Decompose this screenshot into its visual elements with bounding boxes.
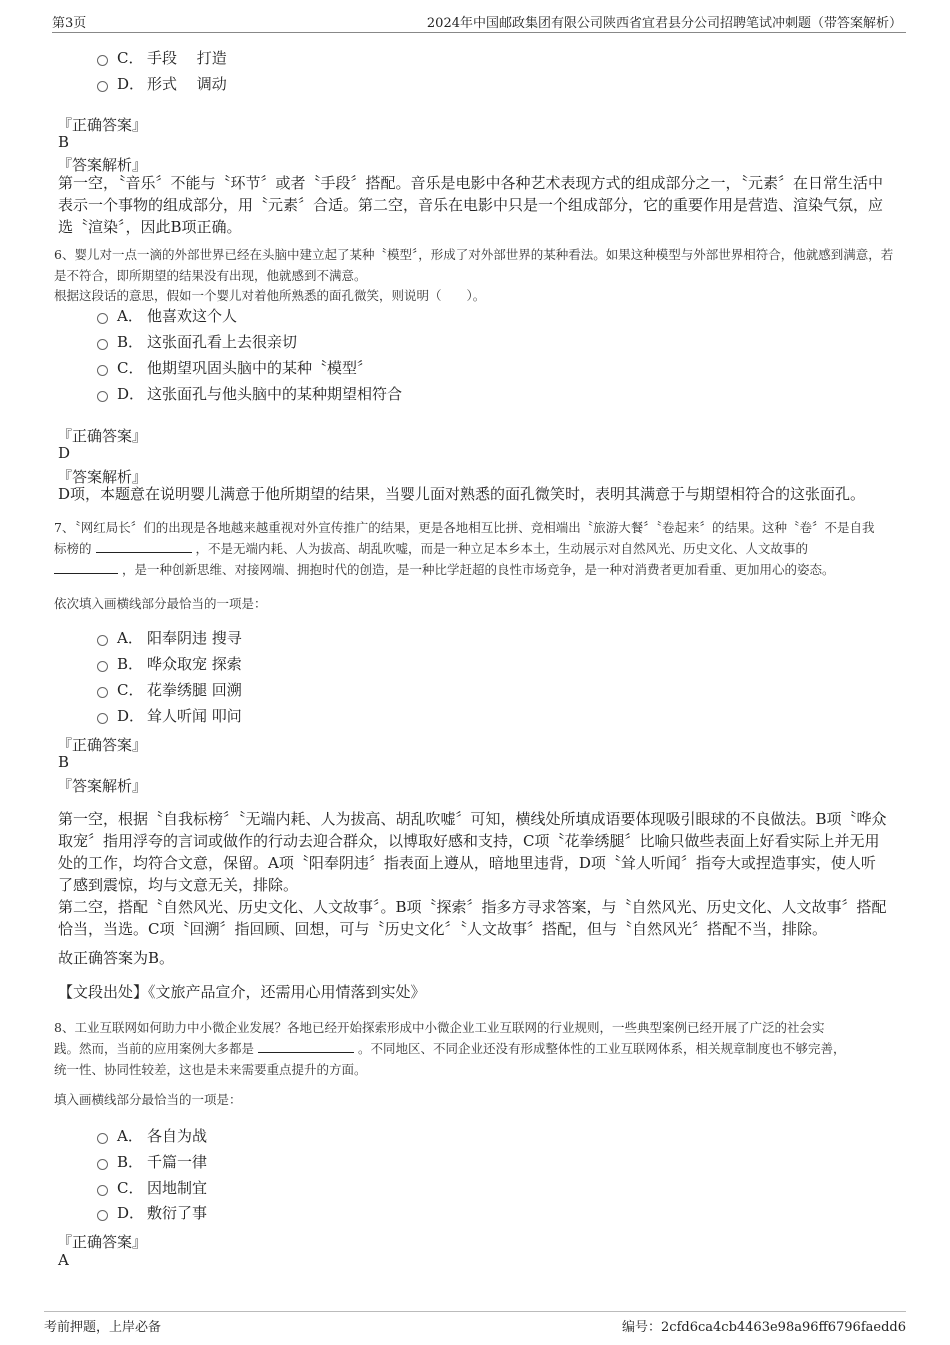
radio-icon[interactable] [97, 1159, 108, 1170]
radio-icon[interactable] [97, 339, 108, 350]
q5-analysis: 第一空，〝音乐〞不能与〝环节〞或者〝手段〞搭配。音乐是电影中各种艺术表现方式的组成部分之一，〝元素〞在日常生活中表示一个事物的组成部分，用〝元素〞合适。第二空，音乐在电影中只是一个组成部分，它的重要作用是营造、渲染气氛，应选〝渲染〞，因此B项正确。 [58, 174, 884, 236]
q7-option-d[interactable]: D． 耸人听闻 叩问 [97, 704, 242, 726]
q6-analysis-label: 『答案解析』 [57, 468, 148, 486]
q6-answer: D [58, 444, 71, 462]
radio-icon[interactable] [97, 1133, 108, 1144]
radio-icon[interactable] [97, 81, 108, 92]
q6-option-b[interactable]: B． 这张面孔看上去很亲切 [97, 330, 297, 352]
q7-option-b[interactable]: B． 哗众取宠 探索 [97, 652, 242, 674]
q6-stem: 6、婴儿对一点一滴的外部世界已经在头脑中建立起了某种〝模型〞，形成了对外部世界的某种看法。如果这种模型与外部世界相符合，他就感到满意，若是不符合，即所期望的结果没有出现，他就感到不满意。 [54, 247, 894, 283]
q5-answer: B [58, 133, 70, 151]
q6-option-c[interactable]: C． 他期望巩固头脑中的某种〝模型〞 [97, 356, 372, 378]
page-footer [44, 1311, 906, 1336]
radio-icon[interactable] [97, 391, 108, 402]
q7-question: 依次填入画横线部分最恰当的一项是： [54, 596, 267, 611]
radio-icon[interactable] [97, 661, 108, 672]
page-header [52, 12, 906, 33]
q5-analysis-label: 『答案解析』 [57, 156, 148, 174]
footer-slogan: 考前押题，上岸必备 [44, 1320, 162, 1335]
document-id: 编号：2cfd6ca4cb4463e98a96ff6796faedd6 [622, 1320, 906, 1335]
q8-question: 填入画横线部分最恰当的一项是： [54, 1092, 242, 1107]
q7-answer-label: 『正确答案』 [57, 736, 148, 754]
q5-option-d[interactable]: D． 形式 调动 [97, 72, 227, 94]
q6-question: 根据这段话的意思，假如一个婴儿对着他所熟悉的面孔微笑，则说明（ ）。 [54, 288, 486, 303]
q6-option-a[interactable]: A． 他喜欢这个人 [97, 304, 237, 326]
q5-answer-label: 『正确答案』 [57, 116, 148, 134]
radio-icon[interactable] [97, 365, 108, 376]
q7-analysis-2: 第二空，搭配〝自然风光、历史文化、人文故事〞。B项〝探索〞指多方寻求答案，与〝自然风光、历史文化、人文故事〞搭配恰当，当选。C项〝回溯〞指回顾、回想，可与〝历史文化〞〝人文故事〞搭配，但与〝自然风光〞搭配不当，排除。 [58, 898, 887, 938]
q7-blank-1 [96, 538, 192, 553]
q7-stem: 7、〝网红局长〞们的出现是各地越来越重视对外宣传推广的结果，更是各地相互比拼、竞相端出〝旅游大餐〞〝卷起来〞的结果。这种〝卷〞不是自我 标榜的 ，不是无端内耗、人为拔高、胡乱吹嘘，而是一种立足本乡本土，生动展示对自然风光、历史文化、人文故事的 ，是一种创新思维、对接网端、拥抱时代的创造，是一种比学赶超的良性市场竞争，是一种对消费者更加看重、更加用心的姿态。 [54, 520, 875, 577]
page-number: 第3页 [52, 16, 87, 31]
q6-option-d[interactable]: D． 这张面孔与他头脑中的某种期望相符合 [97, 382, 402, 404]
q7-analysis-1: 第一空，根据〝自我标榜〞〝无端内耗、人为拔高、胡乱吹嘘〞可知，横线处所填成语要体现吸引眼球的不良做法。B项〝哗众取宠〞指用浮夸的言词或做作的行动去迎合群众，以博取好感和支持，C项〝花拳绣腿〞比喻只做些表面上好看实际上并无用处的工作，均符合文意，保留。A项〝阳奉阴违〞指表面上遵从，暗地里违背，D项〝耸人听闻〞指夸大或捏造事实，使人听了感到震惊，均与文意无关，排除。 [58, 810, 887, 894]
q8-answer: A [58, 1251, 69, 1269]
q8-option-c[interactable]: C． 因地制宜 [97, 1176, 207, 1198]
q8-stem: 8、工业互联网如何助力中小微企业发展？各地已经开始探索形成中小微企业工业互联网的行业规则，一些典型案例已经开展了广泛的社会实 践。然而，当前的应用案例大多都是 。不同地区、不同企业还没有形成整体性的工业互联网体系，相关规章制度也不够完善， 统一性、协同性较差，这也是未来需要重点提升的方面。 [54, 1020, 846, 1077]
q8-answer-label: 『正确答案』 [57, 1233, 148, 1251]
document-title: 2024年中国邮政集团有限公司陕西省宜君县分公司招聘笔试冲刺题（带答案解析） [426, 16, 902, 31]
q7-analysis-3: 故正确答案为B。 [58, 949, 175, 967]
q7-option-a[interactable]: A． 阳奉阴违 搜寻 [97, 626, 242, 648]
q7-answer: B [58, 753, 70, 771]
q8-option-b[interactable]: B． 千篇一律 [97, 1150, 207, 1172]
q8-option-a[interactable]: A． 各自为战 [97, 1124, 207, 1146]
radio-icon[interactable] [97, 687, 108, 698]
radio-icon[interactable] [97, 713, 108, 724]
q6-answer-label: 『正确答案』 [57, 427, 148, 445]
radio-icon[interactable] [97, 635, 108, 646]
q8-option-d[interactable]: D． 敷衍了事 [97, 1201, 207, 1223]
q5-option-c[interactable]: C． 手段 打造 [97, 46, 227, 68]
q6-analysis: D项，本题意在说明婴儿满意于他所期望的结果，当婴儿面对熟悉的面孔微笑时，表明其满意于与期望相符合的这张面孔。 [58, 485, 866, 503]
radio-icon[interactable] [97, 55, 108, 66]
q7-option-c[interactable]: C． 花拳绣腿 回溯 [97, 678, 242, 700]
q8-blank [258, 1038, 354, 1053]
q7-source: 【文段出处】《文旅产品宣介，还需用心用情落到实处》 [58, 983, 426, 1001]
radio-icon[interactable] [97, 1210, 108, 1221]
radio-icon[interactable] [97, 1185, 108, 1196]
radio-icon[interactable] [97, 313, 108, 324]
q7-blank-2 [54, 559, 118, 574]
q7-analysis-label: 『答案解析』 [57, 777, 148, 795]
